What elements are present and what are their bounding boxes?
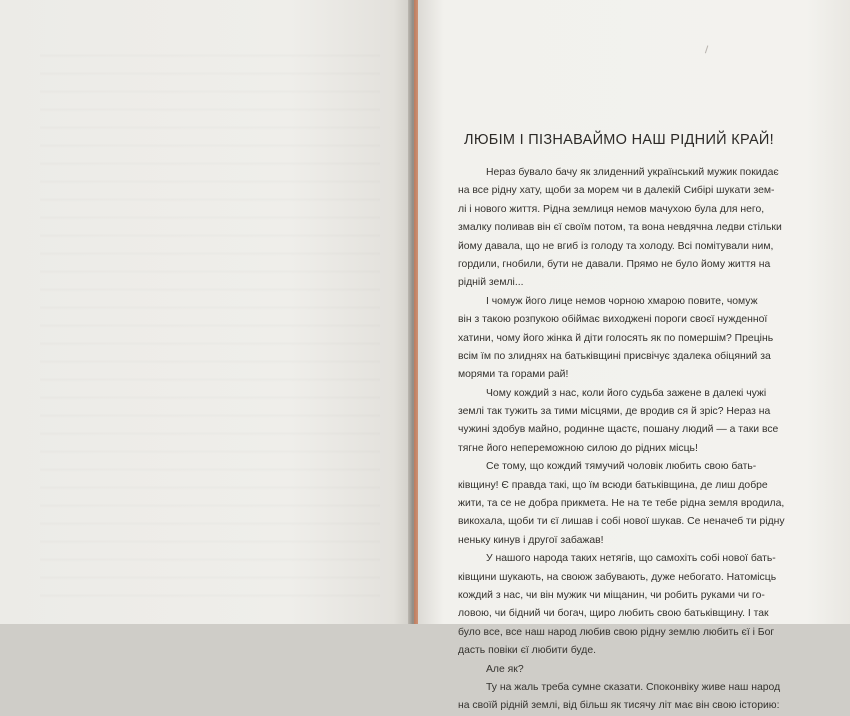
- text-line: змалку поливав він єї своїм потом, та вона невдячна ледви стільки: [458, 222, 782, 234]
- show-through-title: [128, 252, 142, 302]
- text-line: ловою, чи бідний чи богач, щиро любить свою батьківщину. І так: [458, 608, 769, 620]
- text-line: рідній землі...: [458, 277, 524, 289]
- text-line: він з такою розпукою обіймає виходжені пороги своєї нужденної: [458, 314, 768, 326]
- body-text: [458, 164, 794, 716]
- text-line: Чому кождий з нас, коли його судьба зажене в далекі чужі: [486, 387, 767, 399]
- text-line: Ту на жаль треба сумне сказати. Споконвіку живе наш народ: [486, 681, 781, 693]
- text-line: ківщину! Є правда такі, що їм всюди батьківщина, де лиш добре: [458, 479, 768, 491]
- text-line: лі і нового життя. Рідна землиця немов мачухою була для него,: [458, 203, 765, 215]
- text-line: було все, все наш народ любив свою рідну землю любить єї і Бог: [458, 626, 775, 638]
- show-through-subtitle: [128, 306, 138, 340]
- text-line: ківщини шукають, на своюж забувають, дуже небогато. Натомісць: [458, 571, 777, 583]
- text-line: І чомуж його лице немов чорною хмарою повите, чомуж: [486, 295, 758, 307]
- text-line: жити, та се не добра прикмета. Не на те тебе рідна земля вродила,: [458, 498, 785, 510]
- text-line: землі так тужить за тими місцями, де вродив ся й зріс? Нераз на: [458, 406, 771, 418]
- text-line: неньку кинув і другої забажав!: [458, 534, 604, 546]
- text-line: викохала, щоби ти єї лишав і собі нової шукав. Се неначеб ти рідну: [458, 516, 785, 528]
- text-line: на своїй рідній землі, від більш як тисячу літ має він свою історию:: [458, 700, 780, 712]
- chapter-heading: ЛЮБІМ І ПІЗНАВАЙМО НАШ РІДНИЙ КРАЙ!: [464, 132, 774, 148]
- text-line: У нашого народа таких нетягів, що самохіть собі нової бать-: [486, 553, 776, 565]
- text-line: кождий з нас, чи він мужик чи міщанин, чи робить руками чи го-: [458, 589, 765, 601]
- text-line: всім їм по злиднях на батьківщині присвічує здалека обіцяний за: [458, 350, 771, 362]
- left-page: [0, 0, 414, 624]
- text-line: хатини, чому його жінка й діти голосять як по помершім? Прецінь: [458, 332, 774, 344]
- text-line: Се тому, що кождий тямучий чоловік любить свою бать-: [486, 461, 757, 473]
- text-line: Але як?: [486, 663, 524, 675]
- text-line: морями та горами рай!: [458, 369, 569, 381]
- text-line: дасть повіки єї любити буде.: [458, 645, 597, 657]
- text-line: йому давала, що не вгиб із голоду та холоду. Всі помітували ним,: [458, 240, 774, 252]
- text-line: тягне його непереможною силою до рідних місць!: [458, 442, 698, 454]
- text-line: на все рідну хату, щоби за морем чи в далекій Сибірі шукати зем-: [458, 185, 775, 197]
- text-line: Нераз бувало бачу як злиденний український мужик покидає: [486, 167, 779, 178]
- text-line: чужині здобув майно, родинне щастє, пошану людий — а таки все: [458, 424, 779, 436]
- text-line: гордили, гнобили, бути не давали. Прямо не було йому життя на: [458, 258, 771, 270]
